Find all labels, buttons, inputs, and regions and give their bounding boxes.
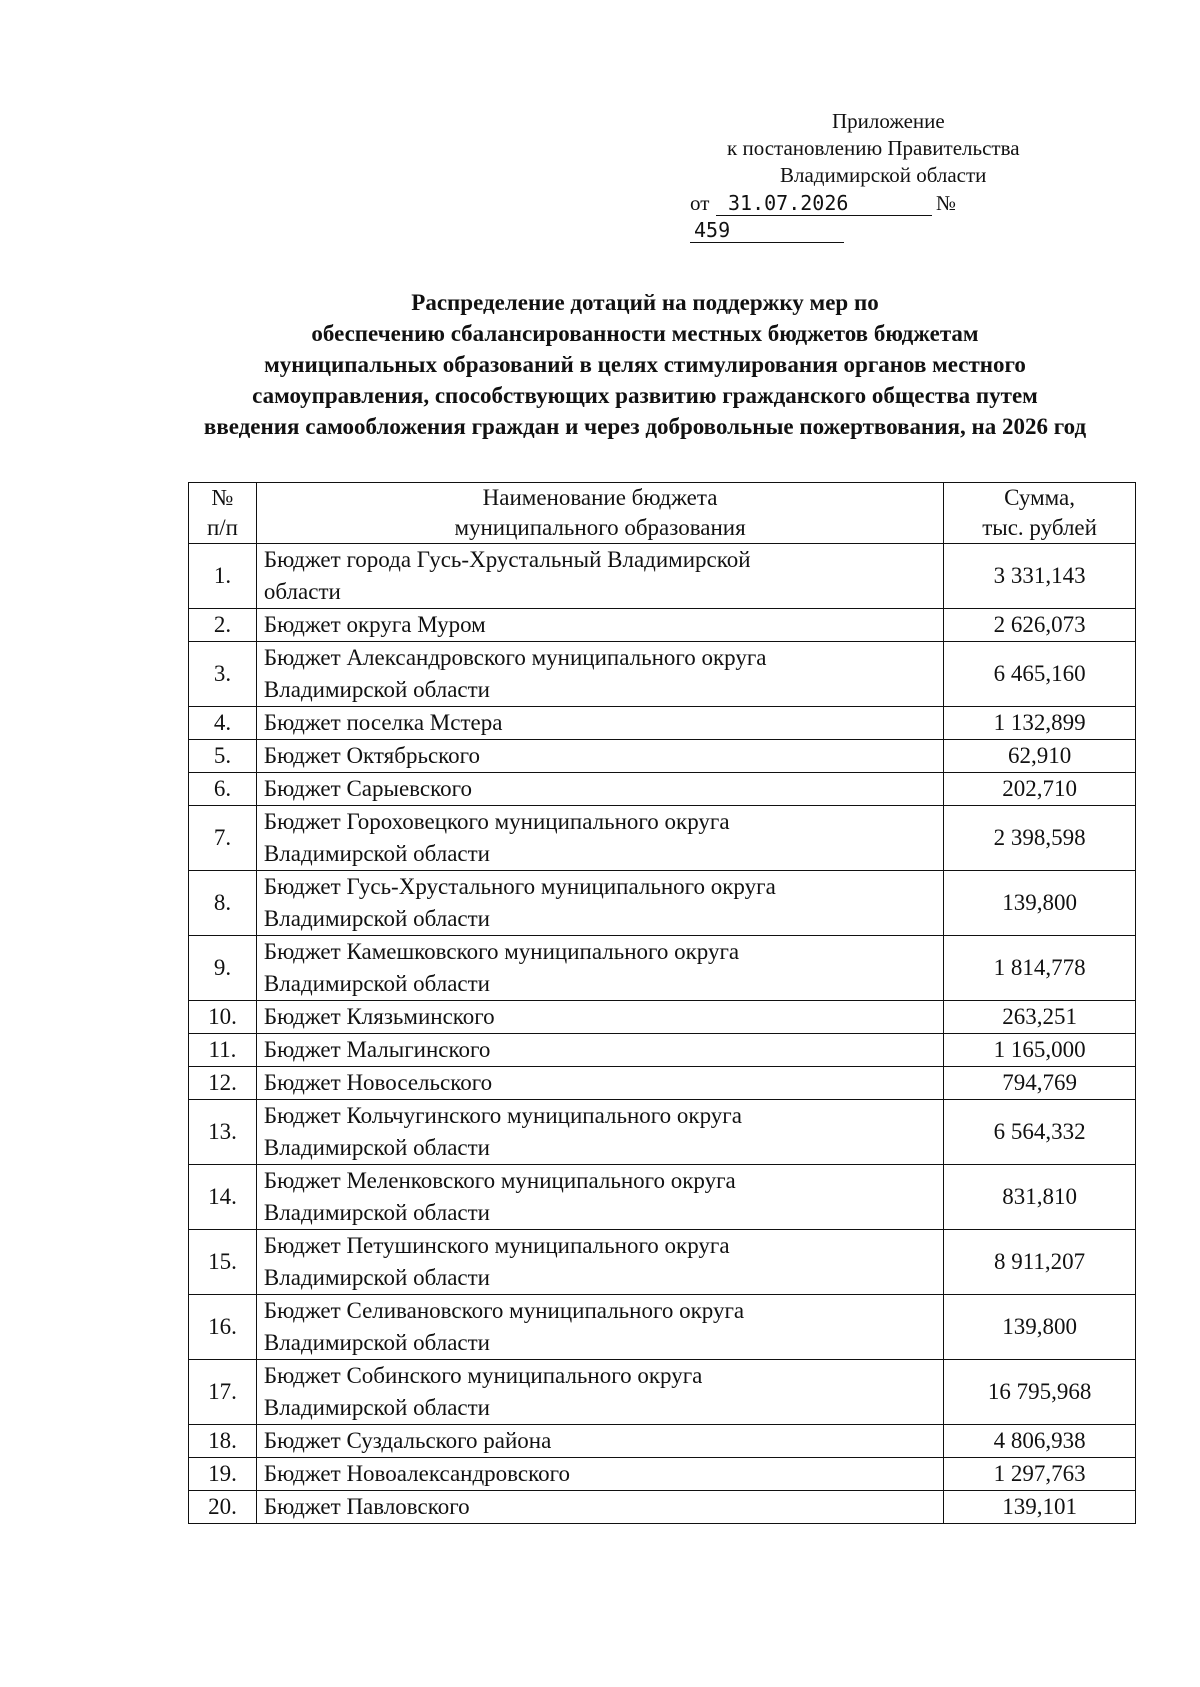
table-row [189, 936, 1136, 1001]
budget-sum: 139,800 [944, 871, 1136, 936]
budget-name: Бюджет Клязьминского [256, 1001, 943, 1034]
row-number: 11. [189, 1034, 257, 1067]
table-row [189, 1491, 1136, 1524]
title-line: Распределение дотаций на поддержку мер по [411, 290, 879, 315]
row-number: 2. [189, 609, 257, 642]
date-prefix: от [690, 191, 710, 215]
budget-sum: 1 165,000 [944, 1034, 1136, 1067]
budget-name: Бюджет поселка Мстера [256, 707, 943, 740]
document-title [150, 287, 1140, 442]
table-row [189, 1034, 1136, 1067]
row-number: 9. [189, 936, 257, 1001]
table-row [189, 1360, 1136, 1425]
row-number: 12. [189, 1067, 257, 1100]
row-number: 4. [189, 707, 257, 740]
resolution-number: 459 [690, 219, 844, 243]
budget-name: Бюджет Сарыевского [256, 773, 943, 806]
title-line: введения самообложения граждан и через добровольные пожертвования, на 2026 год [203, 414, 1087, 439]
row-number: 1. [189, 544, 257, 609]
table-row [189, 609, 1136, 642]
table-row [189, 806, 1136, 871]
budget-name: Бюджет Камешковского муниципального округа Владимирской области [256, 936, 943, 1001]
row-number: 10. [189, 1001, 257, 1034]
budget-sum: 6 564,332 [944, 1100, 1136, 1165]
budget-name: Бюджет Селивановского муниципального округа Владимирской области [256, 1295, 943, 1360]
budget-name: Бюджет Гусь-Хрустального муниципального округа Владимирской области [256, 871, 943, 936]
title-line: муниципальных образований в целях стимулирования органов местного [264, 352, 1026, 377]
budget-sum: 4 806,938 [944, 1425, 1136, 1458]
table-row [189, 1458, 1136, 1491]
budget-sum: 831,810 [944, 1165, 1136, 1230]
budget-name: Бюджет Малыгинского [256, 1034, 943, 1067]
budget-name: Бюджет округа Муром [256, 609, 943, 642]
budget-name: Бюджет Октябрьского [256, 740, 943, 773]
row-number: 3. [189, 642, 257, 707]
budget-name: Бюджет Павловского [256, 1491, 943, 1524]
table-row [189, 871, 1136, 936]
budget-sum: 2 626,073 [944, 609, 1136, 642]
table-row [189, 642, 1136, 707]
table-row [189, 1165, 1136, 1230]
table-row [189, 740, 1136, 773]
row-number: 18. [189, 1425, 257, 1458]
budget-sum: 62,910 [944, 740, 1136, 773]
row-number: 20. [189, 1491, 257, 1524]
budget-sum: 1 297,763 [944, 1458, 1136, 1491]
row-number: 14. [189, 1165, 257, 1230]
budget-name: Бюджет Гороховецкого муниципального округа Владимирской области [256, 806, 943, 871]
budget-sum: 202,710 [944, 773, 1136, 806]
header-sum: Сумма, тыс. рублей [944, 483, 1136, 544]
budget-sum: 139,800 [944, 1295, 1136, 1360]
table-row [189, 773, 1136, 806]
appendix-header [690, 108, 1110, 244]
row-number: 6. [189, 773, 257, 806]
appendix-resolution-line: к постановлению Правительства [727, 136, 1020, 160]
header-name: Наименование бюджета муниципального образования [256, 483, 943, 544]
budget-name: Бюджет Суздальского района [256, 1425, 943, 1458]
budget-name: Бюджет Новоалександровского [256, 1458, 943, 1491]
budget-name: Бюджет Собинского муниципального округа Владимирской области [256, 1360, 943, 1425]
row-number: 7. [189, 806, 257, 871]
budget-sum: 16 795,968 [944, 1360, 1136, 1425]
table-body [189, 544, 1136, 1524]
row-number: 5. [189, 740, 257, 773]
budget-name: Бюджет Новосельского [256, 1067, 943, 1100]
budget-name: Бюджет Александровского муниципального округа Владимирской области [256, 642, 943, 707]
budget-name: Бюджет Меленковского муниципального округа Владимирской области [256, 1165, 943, 1230]
table-row [189, 1100, 1136, 1165]
budget-sum: 2 398,598 [944, 806, 1136, 871]
table-row [189, 544, 1136, 609]
appendix-date-number-line [690, 190, 1110, 244]
appendix-region-line: Владимирской области [780, 163, 987, 187]
budget-sum: 8 911,207 [944, 1230, 1136, 1295]
header-num: № п/п [189, 483, 257, 544]
row-number: 16. [189, 1295, 257, 1360]
table-row [189, 1230, 1136, 1295]
title-line: самоуправления, способствующих развитию гражданского общества путем [252, 383, 1038, 408]
number-sign: № [936, 191, 957, 215]
row-number: 17. [189, 1360, 257, 1425]
row-number: 13. [189, 1100, 257, 1165]
budget-sum: 1 132,899 [944, 707, 1136, 740]
row-number: 19. [189, 1458, 257, 1491]
resolution-date: 31.07.2026 [716, 192, 932, 216]
table-row [189, 1425, 1136, 1458]
budget-sum: 6 465,160 [944, 642, 1136, 707]
table-row [189, 707, 1136, 740]
table-row [189, 1067, 1136, 1100]
budget-sum: 263,251 [944, 1001, 1136, 1034]
budget-name: Бюджет Кольчугинского муниципального округа Владимирской области [256, 1100, 943, 1165]
budget-sum: 794,769 [944, 1067, 1136, 1100]
table-row [189, 1295, 1136, 1360]
title-line: обеспечению сбалансированности местных бюджетов бюджетам [311, 321, 979, 346]
table-header-row [189, 483, 1136, 544]
budget-sum: 3 331,143 [944, 544, 1136, 609]
budget-name: Бюджет Петушинского муниципального округа Владимирской области [256, 1230, 943, 1295]
row-number: 8. [189, 871, 257, 936]
appendix-label: Приложение [832, 109, 945, 133]
budget-sum: 1 814,778 [944, 936, 1136, 1001]
table-row [189, 1001, 1136, 1034]
budget-name: Бюджет города Гусь-Хрустальный Владимирской области [256, 544, 943, 609]
budget-sum: 139,101 [944, 1491, 1136, 1524]
row-number: 15. [189, 1230, 257, 1295]
subsidy-distribution-table [188, 482, 1136, 1524]
